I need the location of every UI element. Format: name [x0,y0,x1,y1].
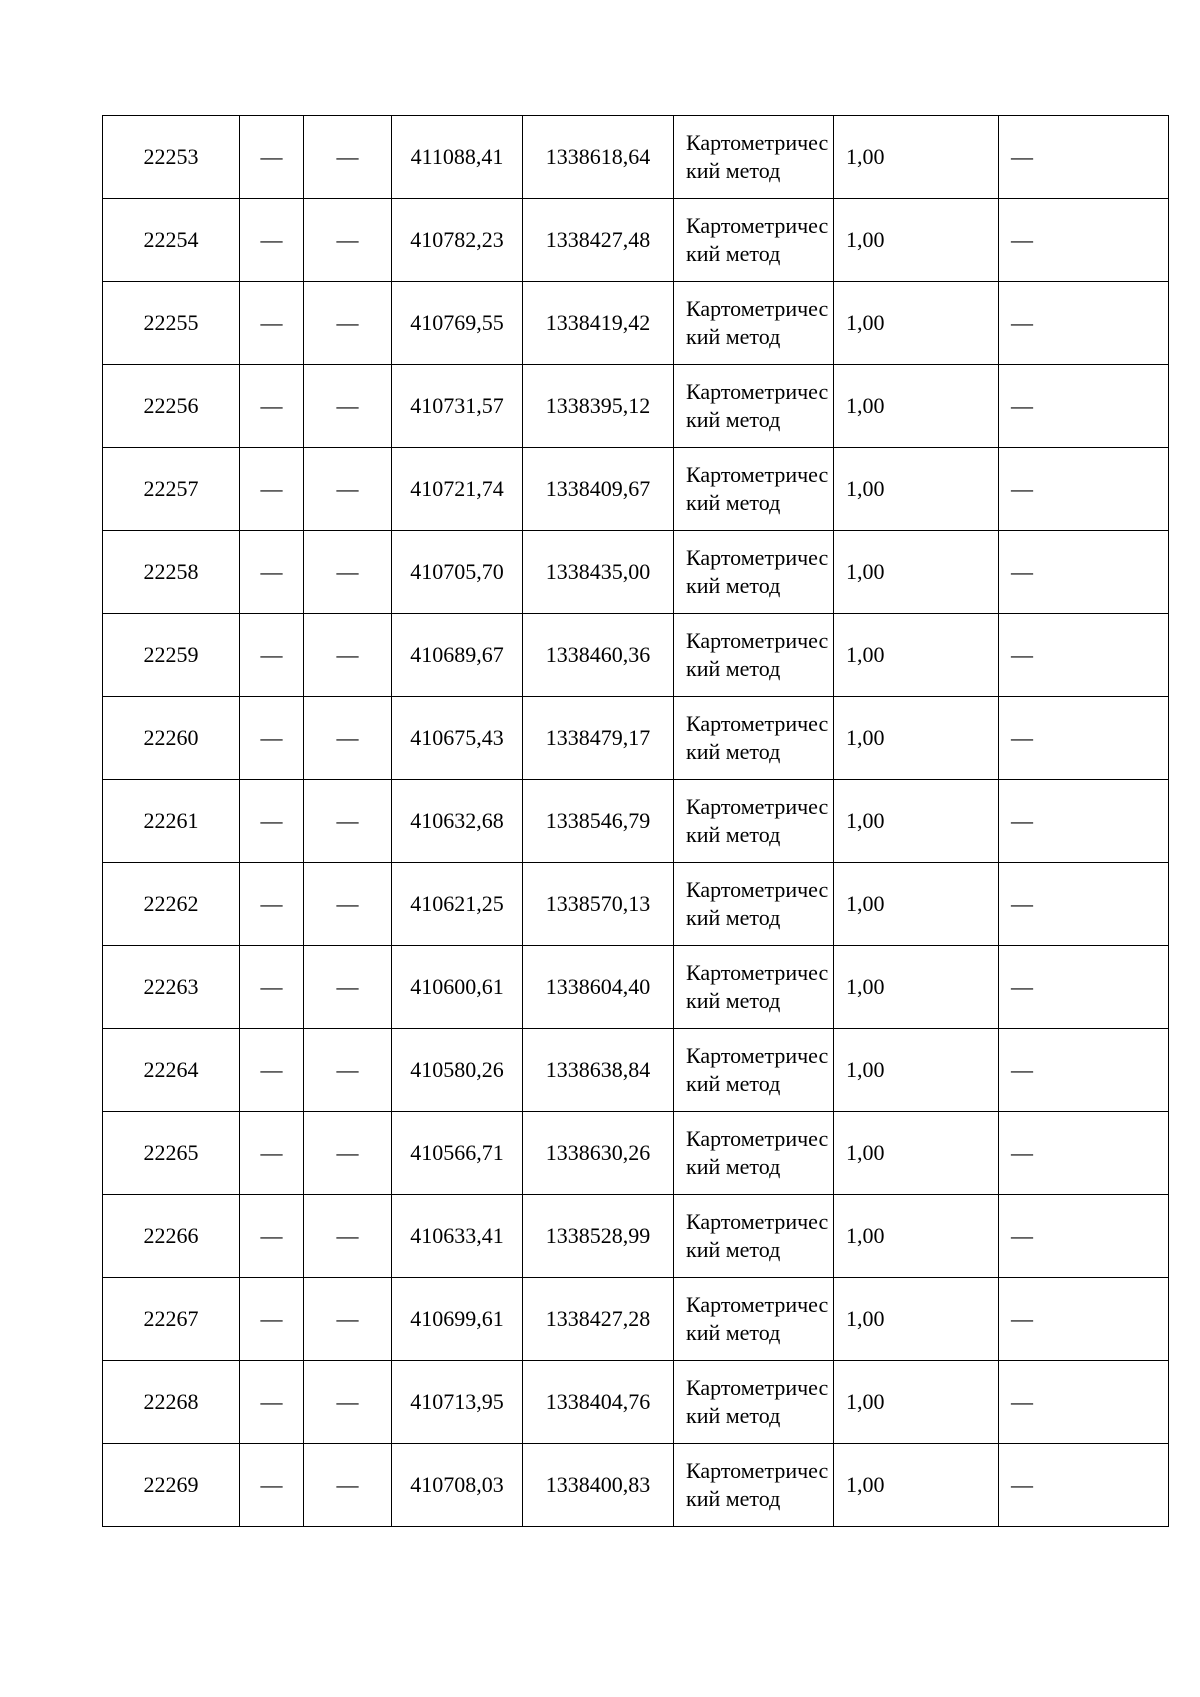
empty-value-cell: — [240,1361,304,1444]
y-coordinate-cell: 1338419,42 [523,282,674,365]
method-cell: Картометрический метод [674,863,834,946]
accuracy-cell: 1,00 [834,863,999,946]
empty-value-cell: — [999,1029,1169,1112]
method-cell: Картометрический метод [674,946,834,1029]
point-number-cell: 22262 [103,863,240,946]
accuracy-cell: 1,00 [834,531,999,614]
table-row [103,1112,1169,1195]
accuracy-cell: 1,00 [834,199,999,282]
x-coordinate-cell: 410721,74 [392,448,523,531]
x-coordinate-cell: 410600,61 [392,946,523,1029]
empty-value-cell: — [240,1029,304,1112]
empty-value-cell: — [999,1361,1169,1444]
point-number-cell: 22266 [103,1195,240,1278]
point-number-cell: 22269 [103,1444,240,1527]
y-coordinate-cell: 1338570,13 [523,863,674,946]
table-row [103,116,1169,199]
x-coordinate-cell: 410689,67 [392,614,523,697]
empty-value-cell: — [304,199,392,282]
table-row [103,282,1169,365]
method-cell: Картометрический метод [674,1278,834,1361]
empty-value-cell: — [999,199,1169,282]
accuracy-cell: 1,00 [834,365,999,448]
x-coordinate-cell: 410580,26 [392,1029,523,1112]
empty-value-cell: — [304,1112,392,1195]
accuracy-cell: 1,00 [834,282,999,365]
method-cell: Картометрический метод [674,780,834,863]
empty-value-cell: — [240,448,304,531]
empty-value-cell: — [304,1029,392,1112]
empty-value-cell: — [999,1278,1169,1361]
empty-value-cell: — [999,863,1169,946]
y-coordinate-cell: 1338395,12 [523,365,674,448]
y-coordinate-cell: 1338638,84 [523,1029,674,1112]
empty-value-cell: — [304,282,392,365]
point-number-cell: 22257 [103,448,240,531]
empty-value-cell: — [240,116,304,199]
empty-value-cell: — [240,531,304,614]
empty-value-cell: — [240,614,304,697]
empty-value-cell: — [999,448,1169,531]
empty-value-cell: — [304,365,392,448]
empty-value-cell: — [240,946,304,1029]
table-row [103,1361,1169,1444]
empty-value-cell: — [999,1444,1169,1527]
accuracy-cell: 1,00 [834,614,999,697]
method-cell: Картометрический метод [674,531,834,614]
x-coordinate-cell: 410632,68 [392,780,523,863]
empty-value-cell: — [304,116,392,199]
empty-value-cell: — [999,614,1169,697]
point-number-cell: 22265 [103,1112,240,1195]
x-coordinate-cell: 411088,41 [392,116,523,199]
table-row [103,365,1169,448]
y-coordinate-cell: 1338604,40 [523,946,674,1029]
empty-value-cell: — [240,697,304,780]
y-coordinate-cell: 1338528,99 [523,1195,674,1278]
empty-value-cell: — [240,1444,304,1527]
accuracy-cell: 1,00 [834,1361,999,1444]
x-coordinate-cell: 410705,70 [392,531,523,614]
y-coordinate-cell: 1338427,48 [523,199,674,282]
table-row [103,1029,1169,1112]
point-number-cell: 22259 [103,614,240,697]
point-number-cell: 22258 [103,531,240,614]
x-coordinate-cell: 410699,61 [392,1278,523,1361]
method-cell: Картометрический метод [674,199,834,282]
x-coordinate-cell: 410621,25 [392,863,523,946]
x-coordinate-cell: 410633,41 [392,1195,523,1278]
point-number-cell: 22254 [103,199,240,282]
empty-value-cell: — [304,697,392,780]
method-cell: Картометрический метод [674,282,834,365]
table-row [103,199,1169,282]
empty-value-cell: — [240,199,304,282]
table-row [103,780,1169,863]
empty-value-cell: — [304,531,392,614]
empty-value-cell: — [304,863,392,946]
accuracy-cell: 1,00 [834,946,999,1029]
point-number-cell: 22261 [103,780,240,863]
empty-value-cell: — [304,946,392,1029]
x-coordinate-cell: 410782,23 [392,199,523,282]
method-cell: Картометрический метод [674,365,834,448]
x-coordinate-cell: 410675,43 [392,697,523,780]
empty-value-cell: — [240,1195,304,1278]
accuracy-cell: 1,00 [834,1278,999,1361]
point-number-cell: 22255 [103,282,240,365]
accuracy-cell: 1,00 [834,1112,999,1195]
coordinates-table [102,115,1169,1527]
method-cell: Картометрический метод [674,448,834,531]
point-number-cell: 22253 [103,116,240,199]
table-row [103,1195,1169,1278]
accuracy-cell: 1,00 [834,1195,999,1278]
table-row [103,946,1169,1029]
empty-value-cell: — [304,1444,392,1527]
empty-value-cell: — [304,1361,392,1444]
x-coordinate-cell: 410731,57 [392,365,523,448]
method-cell: Картометрический метод [674,1112,834,1195]
table-body [103,116,1169,1527]
empty-value-cell: — [999,282,1169,365]
y-coordinate-cell: 1338404,76 [523,1361,674,1444]
accuracy-cell: 1,00 [834,1444,999,1527]
y-coordinate-cell: 1338460,36 [523,614,674,697]
point-number-cell: 22267 [103,1278,240,1361]
y-coordinate-cell: 1338546,79 [523,780,674,863]
empty-value-cell: — [999,365,1169,448]
empty-value-cell: — [240,282,304,365]
accuracy-cell: 1,00 [834,116,999,199]
accuracy-cell: 1,00 [834,697,999,780]
empty-value-cell: — [240,1112,304,1195]
table-row [103,863,1169,946]
empty-value-cell: — [999,1195,1169,1278]
empty-value-cell: — [304,1195,392,1278]
accuracy-cell: 1,00 [834,448,999,531]
method-cell: Картометрический метод [674,697,834,780]
method-cell: Картометрический метод [674,1444,834,1527]
y-coordinate-cell: 1338435,00 [523,531,674,614]
x-coordinate-cell: 410713,95 [392,1361,523,1444]
method-cell: Картометрический метод [674,1029,834,1112]
empty-value-cell: — [240,863,304,946]
y-coordinate-cell: 1338409,67 [523,448,674,531]
empty-value-cell: — [304,780,392,863]
table-row [103,531,1169,614]
point-number-cell: 22268 [103,1361,240,1444]
empty-value-cell: — [999,531,1169,614]
y-coordinate-cell: 1338400,83 [523,1444,674,1527]
empty-value-cell: — [304,614,392,697]
point-number-cell: 22264 [103,1029,240,1112]
empty-value-cell: — [999,1112,1169,1195]
empty-value-cell: — [240,780,304,863]
empty-value-cell: — [240,1278,304,1361]
table-row [103,697,1169,780]
empty-value-cell: — [999,780,1169,863]
accuracy-cell: 1,00 [834,1029,999,1112]
empty-value-cell: — [240,365,304,448]
x-coordinate-cell: 410566,71 [392,1112,523,1195]
y-coordinate-cell: 1338618,64 [523,116,674,199]
table-row [103,1444,1169,1527]
point-number-cell: 22263 [103,946,240,1029]
point-number-cell: 22256 [103,365,240,448]
method-cell: Картометрический метод [674,1361,834,1444]
method-cell: Картометрический метод [674,116,834,199]
empty-value-cell: — [999,116,1169,199]
empty-value-cell: — [999,697,1169,780]
empty-value-cell: — [304,448,392,531]
y-coordinate-cell: 1338479,17 [523,697,674,780]
empty-value-cell: — [304,1278,392,1361]
point-number-cell: 22260 [103,697,240,780]
y-coordinate-cell: 1338630,26 [523,1112,674,1195]
y-coordinate-cell: 1338427,28 [523,1278,674,1361]
accuracy-cell: 1,00 [834,780,999,863]
empty-value-cell: — [999,946,1169,1029]
table-row [103,1278,1169,1361]
x-coordinate-cell: 410708,03 [392,1444,523,1527]
x-coordinate-cell: 410769,55 [392,282,523,365]
table-row [103,448,1169,531]
method-cell: Картометрический метод [674,1195,834,1278]
table-row [103,614,1169,697]
method-cell: Картометрический метод [674,614,834,697]
